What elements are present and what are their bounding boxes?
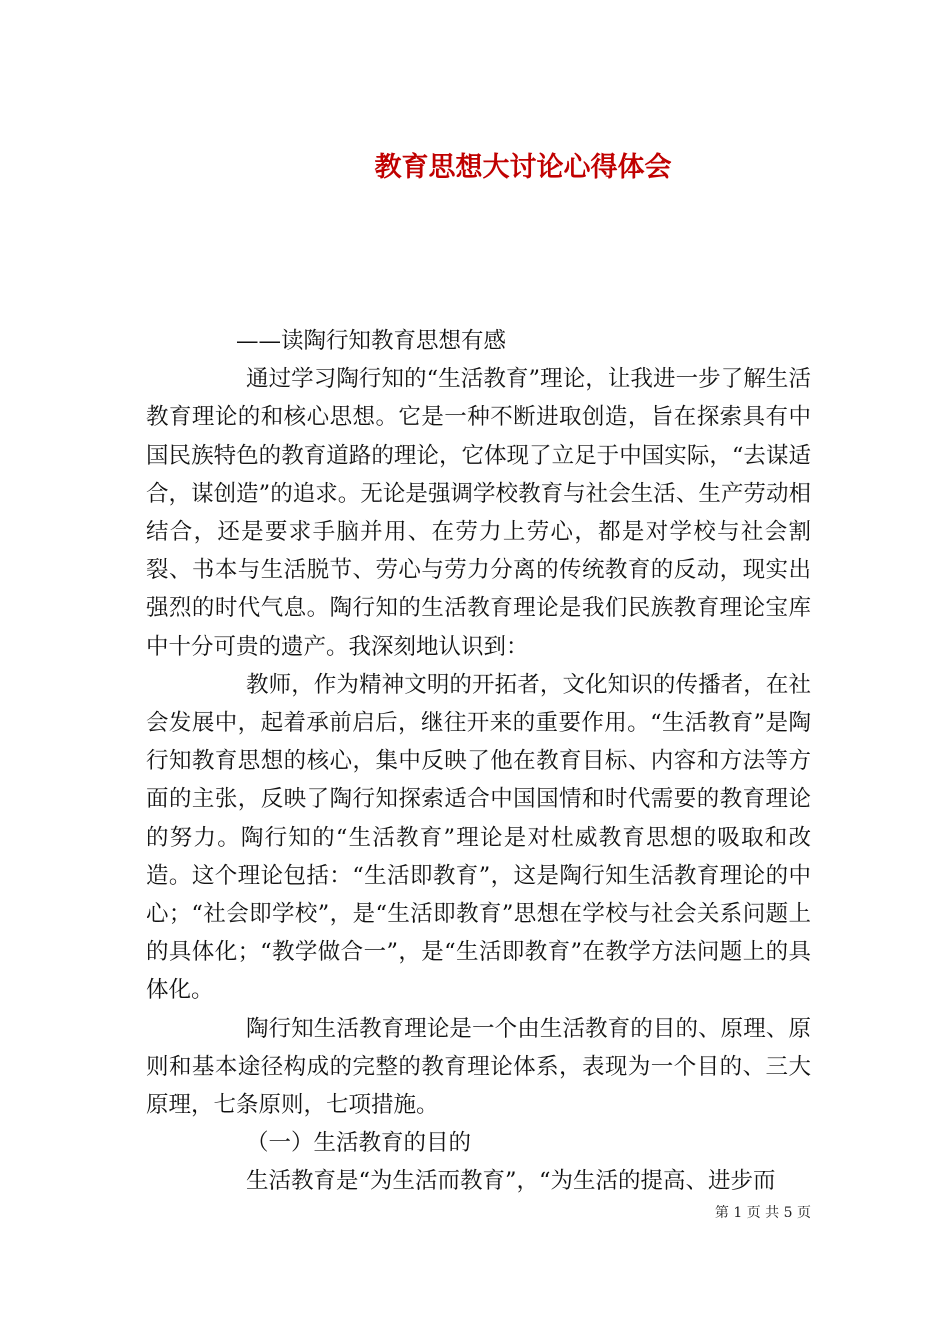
page-footer: 第 1 页 共 5 页: [714, 1205, 811, 1221]
section-heading: （一）生活教育的目的: [246, 1130, 472, 1157]
paragraph-4: 生活教育是“为生活而教育”，“为生活的提高、进步而: [246, 1168, 776, 1195]
paragraph-2: 教师，作为精神文明的开拓者，文化知识的传播者，在社会发展中，起着承前启后，继往开来的重要作用。“生活教育”是陶行知教育思想的核心，集中反映了他在教育目标、内容和方法等方面的主张，反映了陶行知探索适合中国国情和时代需要的教育理论的努力。陶行知的“生活教育”理论是对杜威教育思想的吸取和改造。这个理论包括：“生活即教育”，这是陶行知生活教育理论的中心；“社会即学校”，是“生活即教育”思想在学校与社会关系问题上的具体化；“教学做合一”，是“生活即教育”在教学方法问题上的具体化。: [146, 671, 811, 1004]
document-subtitle: ——读陶行知教育思想有感: [236, 328, 507, 354]
document-title: 教育思想大讨论心得体会: [374, 152, 672, 184]
document-body: [146, 322, 811, 1201]
paragraph-3: 陶行知生活教育理论是一个由生活教育的目的、原理、原则和基本途径构成的完整的教育理论体系，表现为一个目的、三大原理，七条原则，七项措施。: [146, 1015, 811, 1119]
paragraph-1: 通过学习陶行知的“生活教育”理论，让我进一步了解生活教育理论的和核心思想。它是一种不断进取创造，旨在探索具有中国民族特色的教育道路的理论，它体现了立足于中国实际，“去谋适合，谋创造”的追求。无论是强调学校教育与社会生活、生产劳动相结合，还是要求手脑并用、在劳力上劳心，都是对学校与社会割裂、书本与生活脱节、劳心与劳力分离的传统教育的反动，现实出强烈的时代气息。陶行知的生活教育理论是我们民族教育理论宝库中十分可贵的遗产。我深刻地认识到：: [146, 366, 811, 660]
